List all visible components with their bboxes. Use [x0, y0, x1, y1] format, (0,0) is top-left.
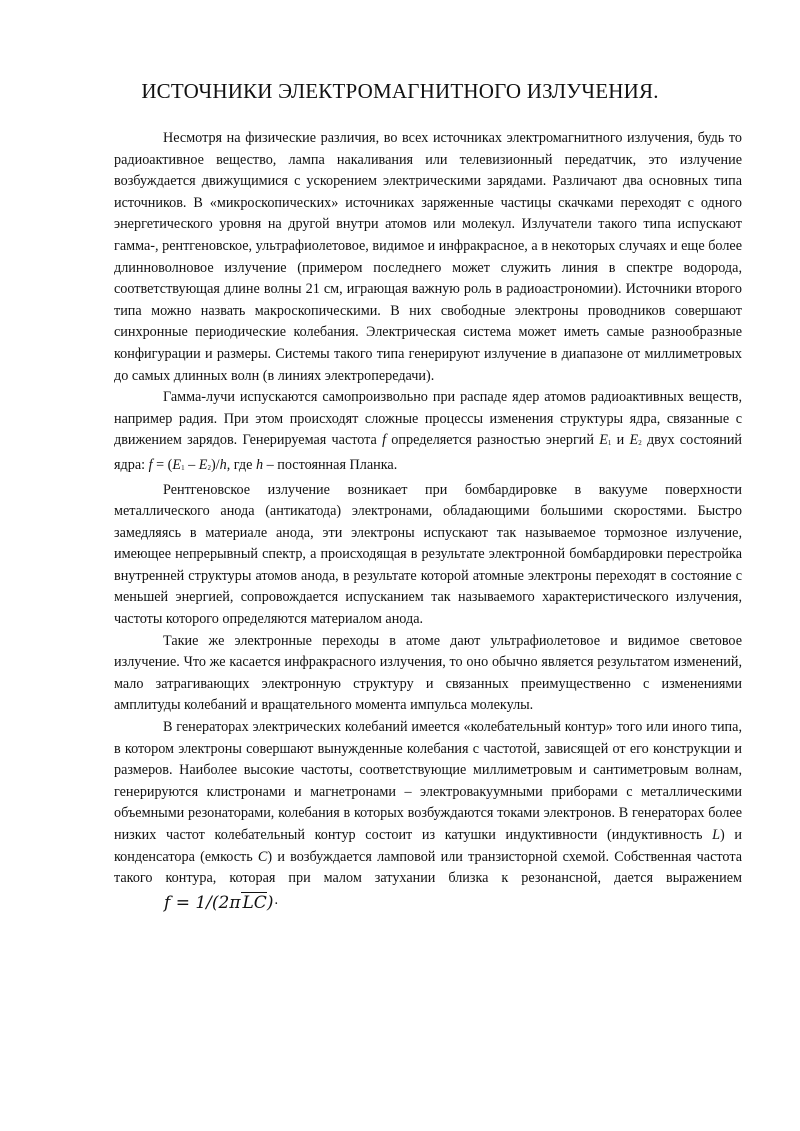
paragraph-xray: Рентгеновское излучение возникает при бомбардировке в вакууме поверхности металлического анода (антикатода) электронами, обладающими большими скоростями. Быстро замедляясь в материале анода, эти электроны испускают так называемое тормозное излучение, имеющее непрерывный спектр, а происходящая в результате электронной бомбардировки перестройка внутренней структуры атомов анода, в результате которой атомные электроны переходят в состояние с меньшей энергией, сопровождается испусканием так называемого характеристического излучения, частоты которого определяются материалом анода. — [114, 481, 742, 628]
paragraph-gamma: Гамма-лучи испускаются самопроизвольно при распаде ядер атомов радиоактивных веществ, например радия. При этом происходят сложные процессы изменения структуры ядра, связанные с движением зарядов. Генерируемая частота f определяется разностью энергий $E_1$ и $E_2$ двух состояний ядра: $f = (E_1 - E_2)/h$, где h – постоянная Планка. — [114, 389, 743, 473]
paragraph-oscillators: В генераторах электрических колебаний имеется «колебательный контур» того или иного типа, в котором электроны совершают вынужденные колебания с частотой, зависящей от его конструкции и размеров. Наиболее высокие частоты, соответствующие миллиметровым и сантиметровым волнам, генерируются клистронами и магнетронами – электровакуумными приборами с металлическими объемными резонаторами, колебания в которых возбуждаются токами электронов. В генераторах более низких частот колебательный контур состоит из катушки индуктивности (индуктивность L) и конденсатора (емкость C) и возбуждается ламповой или транзисторной схемой. Собственная частота такого контура, которая при малом затухании близка к резонансной, дается выражением f = 1/(2π LC). — [114, 719, 742, 913]
square-root-sign: LC — [242, 892, 267, 913]
paragraph-electron-transitions: Такие же электронные переходы в атоме дают ультрафиолетовое и видимое световое излучение. Что же касается инфракрасного излучения, то оно обычно является результатом изменений, мало затрагивающих электронную структуру и связанных преимущественно с изменениями амплитуды колебаний и вращательного момента импульса молекулы. — [114, 632, 742, 714]
resonance-frequency-formula: f = 1/(2π LC) — [164, 892, 274, 913]
document-body — [114, 128, 742, 913]
paragraph-sources: Несмотря на физические различия, во всех источниках электромагнитного излучения, будь то радиоактивное вещество, лампа накаливания или телевизионный передатчик, это излучение возбуждается движущимися с ускорением электрическими зарядами. Различают два основных типа источников. В «микроскопических» источниках заряженные частицы скачками переходят с одного энергетического уровня на другой внутри атомов или молекул. Излучатели такого типа испускают гамма-, рентгеновское, ультрафиолетовое, видимое и инфракрасное, а в некоторых случаях и еще более длинноволновое излучение (примером последнего может служить линия в спектре водорода, соответствующая длине волны 21 см, играющая важную роль в радиоастрономии). Источники второго типа можно назвать макроскопическими. В них свободные электроны проводников совершают синхронные периодические колебания. Электрическая система может иметь самые разнообразные конфигурации и размеры. Системы такого типа генерируют излучение в диапазоне от миллиметровых до самых длинных волн (в линиях электропередачи). — [114, 130, 742, 384]
document-title: ИСТОЧНИКИ ЭЛЕКТРОМАГНИТНОГО ИЗЛУЧЕНИЯ. — [141, 79, 659, 103]
